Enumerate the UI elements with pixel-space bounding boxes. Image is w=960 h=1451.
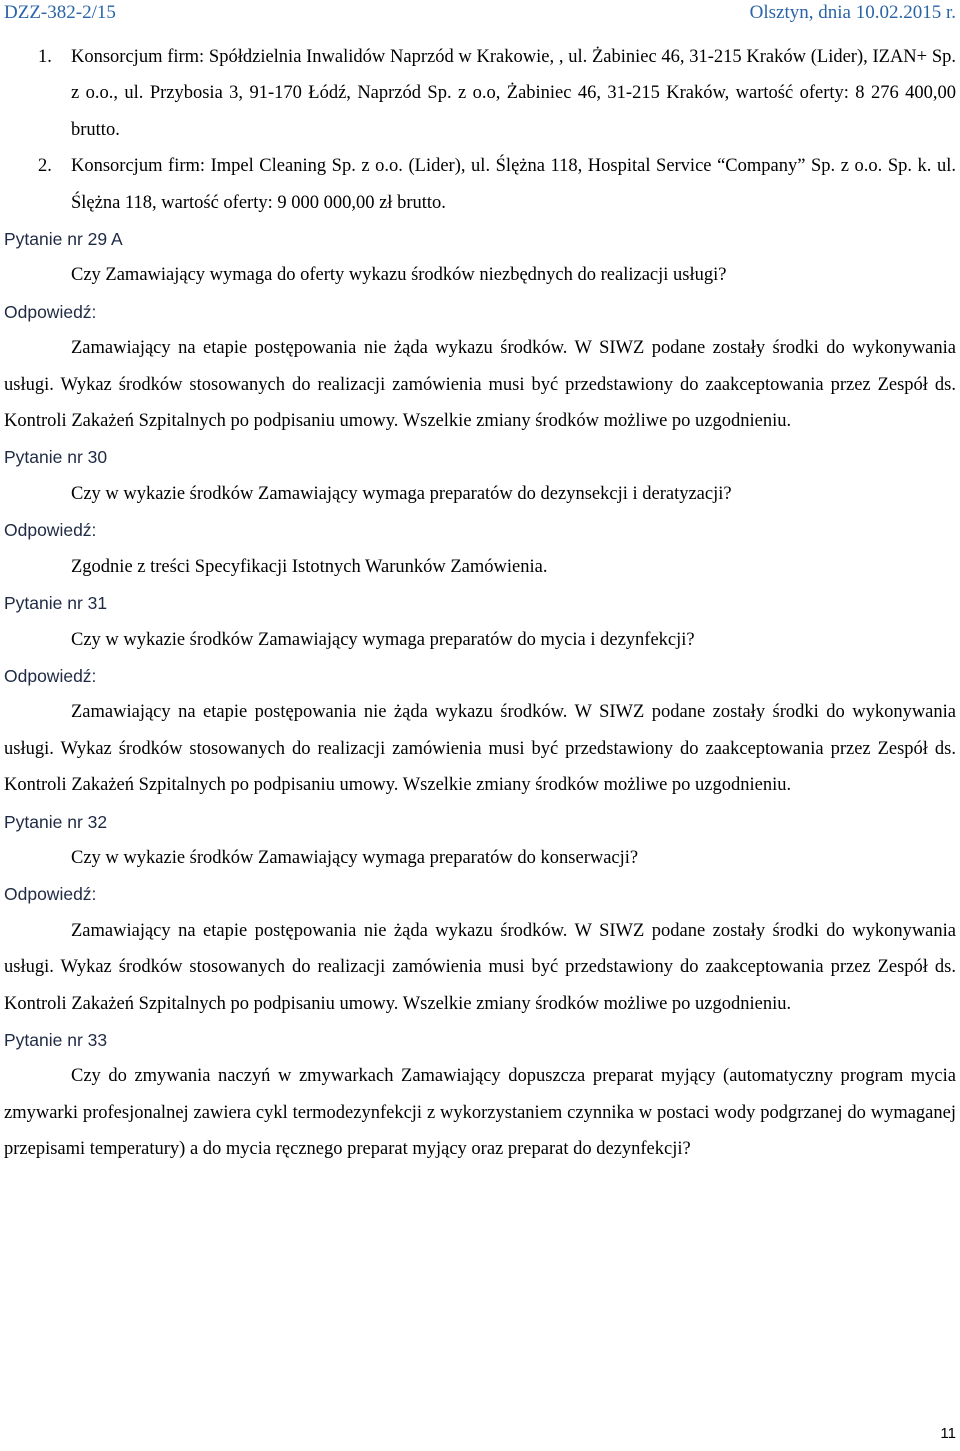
- question-text: Czy w wykazie środków Zamawiający wymaga preparatów do dezynsekcji i deratyzacji?: [71, 483, 732, 504]
- page-number: 11: [940, 1425, 956, 1442]
- answer-text: Zgodnie z treści Specyfikacji Istotnych Warunków Zamówienia.: [71, 556, 548, 577]
- list-item-text: Konsorcjum firm: Impel Cleaning Sp. z o.o. (Lider), ul. Ślężna 118, Hospital Service “Company” Sp. z o.o. Sp. k. ul. Ślężna 118, wartość oferty: 9 000 000,00 zł brutto.: [71, 156, 956, 213]
- answer-label: Odpowiedź:: [4, 520, 97, 541]
- question-heading: Pytanie nr 31: [4, 593, 108, 614]
- question-text: Czy w wykazie środków Zamawiający wymaga preparatów do mycia i dezynfekcji?: [71, 629, 695, 650]
- answer-text: Zamawiający na etapie postępowania nie żąda wykazu środków. W SIWZ podane zostały środki do wykonywania usługi. Wykaz środków stosowanych do realizacji zamówienia musi być przedstawiony do zaakceptowania przez Zespół ds. Kontroli Zakażeń Szpitalnych po podpisaniu umowy. Wszelkie zmiany środków możliwe po uzgodnieniu.: [4, 338, 956, 432]
- document-reference: DZZ-382-2/15: [4, 2, 116, 23]
- question-heading: Pytanie nr 30: [4, 447, 108, 468]
- answer-text: Zamawiający na etapie postępowania nie żąda wykazu środków. W SIWZ podane zostały środki do wykonywania usługi. Wykaz środków stosowanych do realizacji zamówienia musi być przedstawiony do zaakceptowania przez Zespół ds. Kontroli Zakażeń Szpitalnych po podpisaniu umowy. Wszelkie zmiany środków możliwe po uzgodnieniu.: [4, 702, 956, 796]
- list-item-text: Konsorcjum firm: Spółdzielnia Inwalidów Naprzód w Krakowie, , ul. Żabiniec 46, 31-215 Kraków (Lider), IZAN+ Sp. z o.o., ul. Przybosia 3, 91-170 Łódź, Naprzód Sp. z o.o, Żabiniec 46, 31-215 Kraków, wartość oferty: 8 276 400,00 brutto.: [71, 47, 956, 140]
- list-number: 2.: [38, 156, 52, 177]
- list-number: 1.: [38, 47, 52, 67]
- answer-label: Odpowiedź:: [4, 884, 97, 905]
- document-body: [4, 39, 956, 1168]
- question-text: Czy w wykazie środków Zamawiający wymaga preparatów do konserwacji?: [71, 847, 639, 868]
- question-heading: Pytanie nr 29 A: [4, 229, 123, 250]
- document-date: Olsztyn, dnia 10.02.2015 r.: [749, 2, 956, 23]
- offer-list-item: [4, 39, 956, 148]
- question-heading: Pytanie nr 32: [4, 811, 108, 832]
- page-header: [0, 0, 960, 26]
- question-text: Czy do zmywania naczyń w zmywarkach Zamawiający dopuszcza preparat myjący (automatyczny program mycia zmywarki profesjonalnej zawiera cykl termodezynfekcji z wykorzystaniem czynnika w postaci wody podgrzanej do wymaganej przepisami temperatury) a do mycia ręcznego preparat myjący oraz preparat do dezynfekcji?: [4, 1066, 956, 1160]
- answer-label: Odpowiedź:: [4, 665, 97, 686]
- answer-label: Odpowiedź:: [4, 301, 97, 322]
- question-heading: Pytanie nr 33: [4, 1029, 108, 1050]
- answer-text: Zamawiający na etapie postępowania nie żąda wykazu środków. W SIWZ podane zostały środki do wykonywania usługi. Wykaz środków stosowanych do realizacji zamówienia musi być przedstawiony do zaakceptowania przez Zespół ds. Kontroli Zakażeń Szpitalnych po podpisaniu umowy. Wszelkie zmiany środków możliwe po uzgodnieniu.: [4, 920, 956, 1014]
- question-text: Czy Zamawiający wymaga do oferty wykazu środków niezbędnych do realizacji usługi?: [71, 265, 727, 286]
- offer-list-item: [4, 148, 956, 221]
